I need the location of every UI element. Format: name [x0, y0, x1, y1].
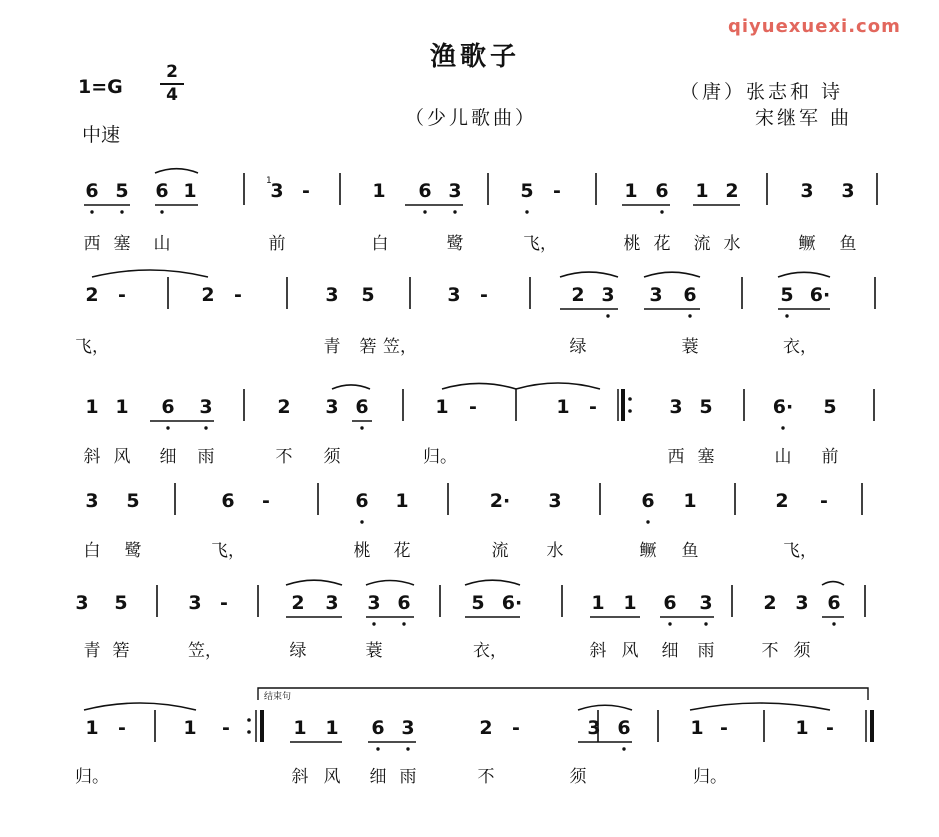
- tie-slur: [578, 705, 632, 710]
- lyric-syllable: 青: [83, 641, 101, 661]
- note: 3: [601, 284, 615, 306]
- lyric-syllable: 水: [723, 234, 741, 254]
- lyric-syllable: 绿: [289, 641, 307, 661]
- lyric-syllable: 须: [569, 767, 587, 787]
- lyric-syllable: 西: [667, 447, 685, 467]
- note: -: [820, 490, 828, 512]
- note: 3: [325, 284, 339, 306]
- note: -: [302, 180, 310, 202]
- low-octave-dot: [668, 622, 671, 625]
- note: -: [220, 592, 228, 614]
- low-octave-dot: [832, 622, 835, 625]
- lyric-syllable: 风: [621, 641, 639, 661]
- lyric-syllable: 雨: [197, 447, 215, 467]
- note: 3: [548, 490, 562, 512]
- lyric-syllable: 水: [546, 541, 564, 561]
- lyric-syllable: 衣，: [783, 337, 817, 357]
- tie-slur: [84, 703, 196, 710]
- note: -: [720, 717, 728, 739]
- low-octave-dot: [688, 314, 691, 317]
- note: 3: [699, 592, 713, 614]
- note: -: [262, 490, 270, 512]
- note: 6: [397, 592, 411, 614]
- lyricist-credit: （唐）张志和 诗: [680, 81, 844, 103]
- tie-slur: [644, 272, 700, 277]
- low-octave-dot: [160, 210, 163, 213]
- note: 6·: [772, 396, 794, 418]
- tie-slur: [822, 582, 844, 585]
- note: 2: [763, 592, 777, 614]
- note: 3: [587, 717, 601, 739]
- note: -: [234, 284, 242, 306]
- lyric-syllable: 飞，: [211, 541, 245, 561]
- note: 6: [355, 396, 369, 418]
- lyric-syllable: 白: [83, 541, 101, 561]
- note: 1: [683, 490, 697, 512]
- low-octave-dot: [90, 210, 93, 213]
- lyric-syllable: 前: [821, 447, 839, 467]
- ending-label: 结束句: [264, 692, 292, 702]
- note: 1: [795, 717, 809, 739]
- note: 1: [695, 180, 709, 202]
- note: 1: [183, 717, 197, 739]
- lyric-syllable: 流: [693, 234, 711, 254]
- lyric-syllable: 桃: [623, 234, 641, 254]
- site-watermark: qiyuexuexi.com: [728, 16, 901, 37]
- lyric-syllable: 归。: [423, 447, 457, 467]
- note: 3: [795, 592, 809, 614]
- note: -: [826, 717, 834, 739]
- lyric-syllable: 不: [275, 447, 293, 467]
- low-octave-dot: [660, 210, 663, 213]
- low-octave-dot: [120, 210, 123, 213]
- low-octave-dot: [606, 314, 609, 317]
- note: 5: [126, 490, 140, 512]
- note: -: [480, 284, 488, 306]
- repeat-dot: [628, 409, 632, 413]
- lyric-syllable: 鱼: [681, 541, 699, 561]
- note: 2: [479, 717, 493, 739]
- note: 3: [188, 592, 202, 614]
- lyric-syllable: 不: [761, 641, 779, 661]
- note: 3: [841, 180, 855, 202]
- note: 1: [395, 490, 409, 512]
- lyric-syllable: 鱼: [839, 234, 857, 254]
- note: 1: [85, 396, 99, 418]
- note: 3: [649, 284, 663, 306]
- note: 6: [85, 180, 99, 202]
- note: 3: [270, 180, 284, 202]
- note: 1: [183, 180, 197, 202]
- note: 6: [655, 180, 669, 202]
- time-signature-bottom: 4: [166, 85, 178, 105]
- note: 2: [775, 490, 789, 512]
- lyric-syllable: 鳜: [639, 541, 657, 561]
- note: -: [469, 396, 477, 418]
- note: 3: [447, 284, 461, 306]
- note: -: [118, 284, 126, 306]
- lyric-syllable: 细: [369, 767, 387, 787]
- note: 3: [325, 592, 339, 614]
- note: 3: [367, 592, 381, 614]
- lyric-syllable: 青: [323, 337, 341, 357]
- repeat-dot: [247, 730, 251, 734]
- note: 1: [623, 592, 637, 614]
- lyric-syllable: 斜: [589, 641, 607, 661]
- note: -: [118, 717, 126, 739]
- lyric-syllable: 不: [477, 767, 495, 787]
- lyric-syllable: 笠，: [188, 641, 222, 661]
- note: 1: [435, 396, 449, 418]
- lyric-syllable: 雨: [399, 767, 417, 787]
- note: 5: [471, 592, 485, 614]
- repeat-dot: [247, 718, 251, 722]
- note: 6: [221, 490, 235, 512]
- low-octave-dot: [402, 622, 405, 625]
- note: 3: [85, 490, 99, 512]
- note: 6: [161, 396, 175, 418]
- time-signature-top: 2: [166, 62, 178, 82]
- low-octave-dot: [360, 520, 363, 523]
- low-octave-dot: [453, 210, 456, 213]
- note: 5: [780, 284, 794, 306]
- lyric-syllable: 流: [491, 541, 509, 561]
- note: 5: [823, 396, 837, 418]
- note: 6: [617, 717, 631, 739]
- note: -: [589, 396, 597, 418]
- note: 6: [663, 592, 677, 614]
- note: 6: [371, 717, 385, 739]
- lyric-syllable: 花: [653, 234, 671, 254]
- low-octave-dot: [360, 426, 363, 429]
- note: 1: [591, 592, 605, 614]
- song-subtitle: （少儿歌曲）: [405, 107, 538, 129]
- tie-slur: [442, 383, 516, 389]
- note: 2: [277, 396, 291, 418]
- note: 6: [641, 490, 655, 512]
- lyric-syllable: 衣，: [473, 641, 507, 661]
- tie-slur: [366, 581, 414, 586]
- low-octave-dot: [423, 210, 426, 213]
- lyric-syllable: 白: [371, 234, 389, 254]
- lyric-syllable: 飞，: [783, 541, 817, 561]
- note: 3: [325, 396, 339, 418]
- song-title: 渔歌子: [430, 42, 521, 72]
- lyric-syllable: 鹭: [124, 541, 142, 561]
- lyric-syllable: 鹭: [446, 234, 464, 254]
- note: 5: [114, 592, 128, 614]
- low-octave-dot: [525, 210, 528, 213]
- note: 2: [201, 284, 215, 306]
- tie-slur: [332, 385, 370, 389]
- lyric-syllable: 绿: [569, 337, 587, 357]
- note: 2: [291, 592, 305, 614]
- ending-bracket: [258, 688, 868, 700]
- tie-slur: [92, 270, 208, 277]
- note: 5: [520, 180, 534, 202]
- note: 6·: [809, 284, 831, 306]
- note: 6: [418, 180, 432, 202]
- low-octave-dot: [376, 747, 379, 750]
- low-octave-dot: [785, 314, 788, 317]
- tie-slur: [286, 580, 342, 585]
- note: 3: [75, 592, 89, 614]
- note: 5: [361, 284, 375, 306]
- tie-slur: [516, 383, 600, 389]
- note: 2: [571, 284, 585, 306]
- note: -: [512, 717, 520, 739]
- note: 3: [669, 396, 683, 418]
- tie-slur: [690, 703, 830, 710]
- lyric-syllable: 须: [793, 641, 811, 661]
- tempo-marking: 中速: [82, 124, 121, 146]
- note: 6: [827, 592, 841, 614]
- note: 6·: [501, 592, 523, 614]
- lyric-syllable: 雨: [697, 641, 715, 661]
- low-octave-dot: [646, 520, 649, 523]
- lyric-syllable: 须: [323, 447, 341, 467]
- low-octave-dot: [204, 426, 207, 429]
- low-octave-dot: [406, 747, 409, 750]
- note: 3: [800, 180, 814, 202]
- note: -: [222, 717, 230, 739]
- note: 1: [115, 396, 129, 418]
- repeat-dot: [628, 397, 632, 401]
- note: 5: [115, 180, 129, 202]
- low-octave-dot: [166, 426, 169, 429]
- tie-slur: [465, 580, 520, 585]
- note: 1: [690, 717, 704, 739]
- lyric-syllable: 箬: [359, 337, 377, 357]
- note: -: [553, 180, 561, 202]
- lyric-syllable: 笠，: [383, 337, 417, 357]
- lyric-syllable: 桃: [353, 541, 371, 561]
- lyric-syllable: 花: [393, 541, 411, 561]
- note: 1: [293, 717, 307, 739]
- lyric-syllable: 塞: [697, 447, 715, 467]
- key-signature: 1=G: [78, 76, 123, 98]
- lyric-syllable: 西: [83, 234, 101, 254]
- lyric-syllable: 箬: [112, 641, 130, 661]
- note: 6: [355, 490, 369, 512]
- note: 3: [401, 717, 415, 739]
- lyric-syllable: 斜: [83, 447, 101, 467]
- note: 2·: [489, 490, 511, 512]
- lyric-syllable: 风: [323, 767, 341, 787]
- note: 2: [725, 180, 739, 202]
- low-octave-dot: [622, 747, 625, 750]
- lyric-syllable: 归。: [693, 767, 727, 787]
- tie-slur: [560, 272, 618, 277]
- tie-slur: [778, 272, 830, 277]
- note: 1: [372, 180, 386, 202]
- lyric-syllable: 蓑: [365, 641, 383, 661]
- note: 6: [683, 284, 697, 306]
- lyric-syllable: 蓑: [681, 337, 699, 357]
- note: 2: [85, 284, 99, 306]
- lyric-syllable: 飞，: [75, 337, 109, 357]
- note: 1: [325, 717, 339, 739]
- low-octave-dot: [372, 622, 375, 625]
- lyric-syllable: 鳜: [798, 234, 816, 254]
- lyric-syllable: 归。: [75, 767, 109, 787]
- low-octave-dot: [704, 622, 707, 625]
- lyric-syllable: 山: [774, 447, 792, 467]
- composer-credit: 宋继军 曲: [755, 107, 853, 129]
- note: 1: [85, 717, 99, 739]
- lyric-syllable: 飞，: [523, 234, 557, 254]
- lyric-syllable: 风: [113, 447, 131, 467]
- note: 5: [699, 396, 713, 418]
- lyric-syllable: 斜: [291, 767, 309, 787]
- lyric-syllable: 塞: [113, 234, 131, 254]
- note: 1: [624, 180, 638, 202]
- note: 6: [155, 180, 169, 202]
- grace-note: 1: [266, 176, 272, 186]
- lyric-syllable: 细: [661, 641, 679, 661]
- low-octave-dot: [781, 426, 784, 429]
- lyric-syllable: 山: [153, 234, 171, 254]
- lyric-syllable: 前: [268, 234, 286, 254]
- note: 1: [556, 396, 570, 418]
- tie-slur: [155, 169, 198, 173]
- note: 3: [448, 180, 462, 202]
- lyric-syllable: 细: [159, 447, 177, 467]
- note: 3: [199, 396, 213, 418]
